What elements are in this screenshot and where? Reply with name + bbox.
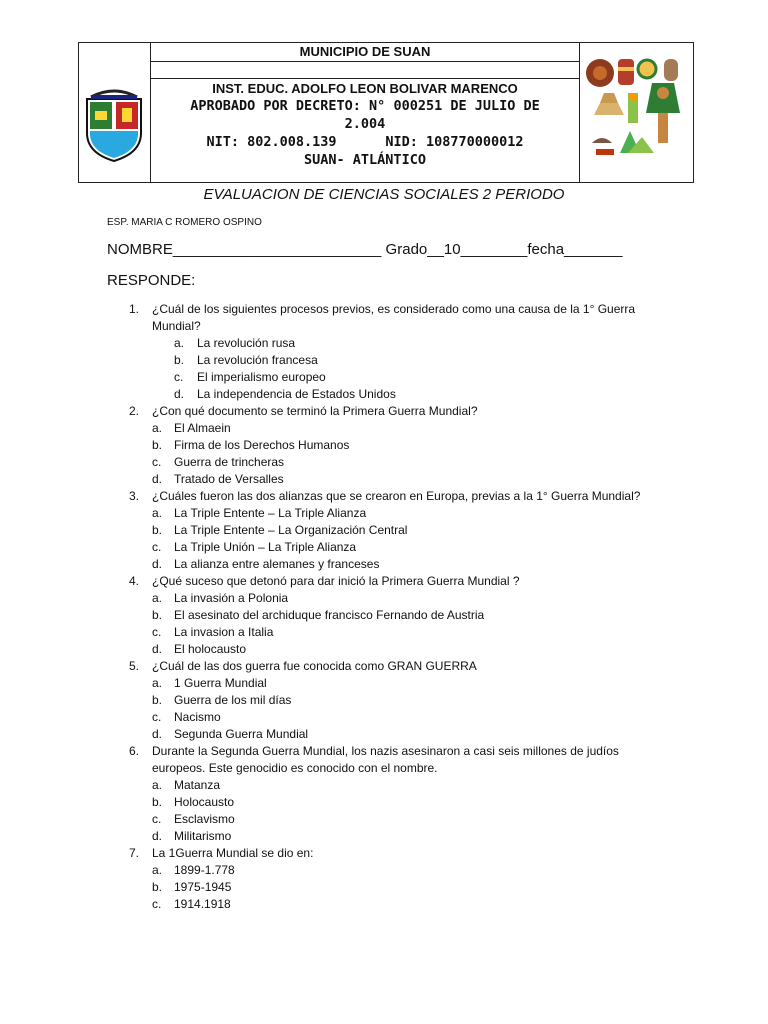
question-list (0, 301, 768, 913)
question-item (0, 743, 768, 845)
option-letter: b. (152, 608, 163, 622)
school-logo-cell (79, 43, 151, 182)
decree-line-2: 2.004 (344, 116, 386, 132)
indigenous-artifacts-illustration (584, 53, 688, 171)
option-text: La independencia de Estados Unidos (197, 387, 396, 401)
answer-option[interactable] (0, 879, 768, 896)
teacher-name: ESP. MARIA C ROMERO OSPINO (107, 217, 262, 228)
municipality-label: MUNICIPIO DE SUAN (150, 43, 580, 62)
answer-option[interactable] (0, 607, 768, 624)
answer-option[interactable] (0, 624, 768, 641)
option-text: Esclavismo (174, 812, 235, 826)
option-letter: c. (152, 812, 162, 826)
option-letter: d. (152, 472, 163, 486)
option-text: La revolución rusa (197, 336, 296, 350)
institution-name: INST. EDUC. ADOLFO LEON BOLIVAR MARENCO (212, 81, 518, 96)
option-letter: d. (152, 642, 163, 656)
answer-option[interactable] (0, 692, 768, 709)
option-letter: b. (152, 795, 163, 809)
option-text: El Almaein (174, 421, 231, 435)
question-item (0, 658, 768, 743)
question-text: ¿Qué suceso que detonó para dar inició la Primera Guerra Mundial ? (152, 574, 520, 588)
option-letter: d. (174, 387, 185, 401)
option-letter: c. (152, 710, 162, 724)
option-text: Tratado de Versalles (174, 472, 284, 486)
question-text: ¿Cuál de los siguientes procesos previos, es considerado como una causa de la 1° Guerra Mundial? (152, 302, 636, 333)
nit-nid-line (150, 133, 580, 151)
answer-option[interactable] (0, 335, 768, 352)
question-item (0, 573, 768, 658)
option-text: La invasion a Italia (174, 625, 274, 639)
option-letter: a. (152, 676, 163, 690)
answer-option[interactable] (0, 590, 768, 607)
answer-option[interactable] (0, 726, 768, 743)
option-text: El asesinato del archiduque francisco Fernando de Austria (174, 608, 485, 622)
answer-option[interactable] (0, 352, 768, 369)
option-letter: a. (152, 421, 163, 435)
answer-option[interactable] (0, 522, 768, 539)
student-info-line[interactable]: NOMBRE_________________________ Grado__10________fecha_______ (107, 241, 623, 258)
option-text: La Triple Entente – La Organización Central (174, 523, 408, 537)
question-text: ¿Con qué documento se terminó la Primera Guerra Mundial? (152, 404, 478, 418)
option-letter: b. (174, 353, 185, 367)
option-text: 1 Guerra Mundial (174, 676, 267, 690)
answer-option[interactable] (0, 811, 768, 828)
option-text: Guerra de trincheras (174, 455, 285, 469)
school-shield-logo (83, 83, 145, 163)
option-letter: a. (152, 506, 163, 520)
answer-option[interactable] (0, 539, 768, 556)
question-text: ¿Cuáles fueron las dos alianzas que se crearon en Europa, previas a la 1° Guerra Mundial? (152, 489, 641, 503)
option-letter: d. (152, 557, 163, 571)
answer-option[interactable] (0, 386, 768, 403)
answer-option[interactable] (0, 777, 768, 794)
question-number: 2. (129, 404, 140, 418)
option-letter: a. (152, 778, 163, 792)
question-text: ¿Cuál de las dos guerra fue conocida como GRAN GUERRA (152, 659, 477, 673)
question-item (0, 845, 768, 913)
option-text: Guerra de los mil días (174, 693, 292, 707)
decree-line-1: APROBADO POR DECRETO: N° 000251 DE JULIO DE (190, 98, 540, 114)
nid-value: NID: 108770000012 (385, 134, 524, 150)
option-text: Holocausto (174, 795, 235, 809)
option-letter: c. (152, 455, 162, 469)
option-text: La Triple Unión – La Triple Alianza (174, 540, 357, 554)
option-letter: b. (152, 438, 163, 452)
answer-option[interactable] (0, 641, 768, 658)
option-text: Segunda Guerra Mundial (174, 727, 309, 741)
answer-option[interactable] (0, 896, 768, 913)
option-letter: b. (152, 880, 163, 894)
option-text: La revolución francesa (197, 353, 318, 367)
question-item (0, 403, 768, 488)
option-letter: b. (152, 523, 163, 537)
answer-option[interactable] (0, 862, 768, 879)
location-line: SUAN- ATLÁNTICO (304, 152, 426, 168)
option-text: Militarismo (174, 829, 232, 843)
question-number: 1. (129, 302, 140, 316)
option-text: 1899-1.778 (174, 863, 235, 877)
answer-option[interactable] (0, 437, 768, 454)
indigenous-art-cell (579, 43, 693, 182)
option-text: La alianza entre alemanes y franceses (174, 557, 380, 571)
option-text: Nacismo (174, 710, 221, 724)
answer-option[interactable] (0, 828, 768, 845)
option-letter: a. (152, 591, 163, 605)
option-letter: a. (152, 863, 163, 877)
option-text: 1975-1945 (174, 880, 232, 894)
answer-option[interactable] (0, 794, 768, 811)
answer-option[interactable] (0, 709, 768, 726)
answer-option[interactable] (0, 675, 768, 692)
header-empty-row (150, 62, 580, 79)
option-text: La invasión a Polonia (174, 591, 289, 605)
option-letter: c. (174, 370, 184, 384)
answer-option[interactable] (0, 454, 768, 471)
instructions-label: RESPONDE: (107, 272, 196, 289)
option-text: 1914.1918 (174, 897, 231, 911)
option-letter: b. (152, 693, 163, 707)
option-text: La Triple Entente – La Triple Alianza (174, 506, 367, 520)
question-number: 4. (129, 574, 140, 588)
option-text: Matanza (174, 778, 221, 792)
option-letter: d. (152, 727, 163, 741)
header-table (78, 42, 694, 183)
question-number: 6. (129, 744, 140, 758)
nit-value: NIT: 802.008.139 (206, 134, 337, 150)
answer-option[interactable] (0, 369, 768, 386)
question-text: Durante la Segunda Guerra Mundial, los nazis asesinaron a casi seis millones de judíos europeos. Este genocidio es conocido con el nombre. (152, 744, 619, 775)
option-text: El imperialismo europeo (197, 370, 326, 384)
answer-option[interactable] (0, 556, 768, 573)
answer-option[interactable] (0, 471, 768, 488)
option-letter: d. (152, 829, 163, 843)
option-letter: c. (152, 540, 162, 554)
question-number: 5. (129, 659, 140, 673)
option-text: Firma de los Derechos Humanos (174, 438, 350, 452)
exam-title: EVALUACION DE CIENCIAS SOCIALES 2 PERIODO (203, 186, 565, 203)
question-number: 7. (129, 846, 140, 860)
answer-option[interactable] (0, 505, 768, 522)
question-item (0, 488, 768, 573)
option-letter: a. (174, 336, 185, 350)
answer-option[interactable] (0, 420, 768, 437)
option-letter: c. (152, 897, 162, 911)
option-text: El holocausto (174, 642, 247, 656)
question-number: 3. (129, 489, 140, 503)
option-letter: c. (152, 625, 162, 639)
question-text: La 1Guerra Mundial se dio en: (152, 846, 314, 860)
question-item (0, 301, 768, 403)
